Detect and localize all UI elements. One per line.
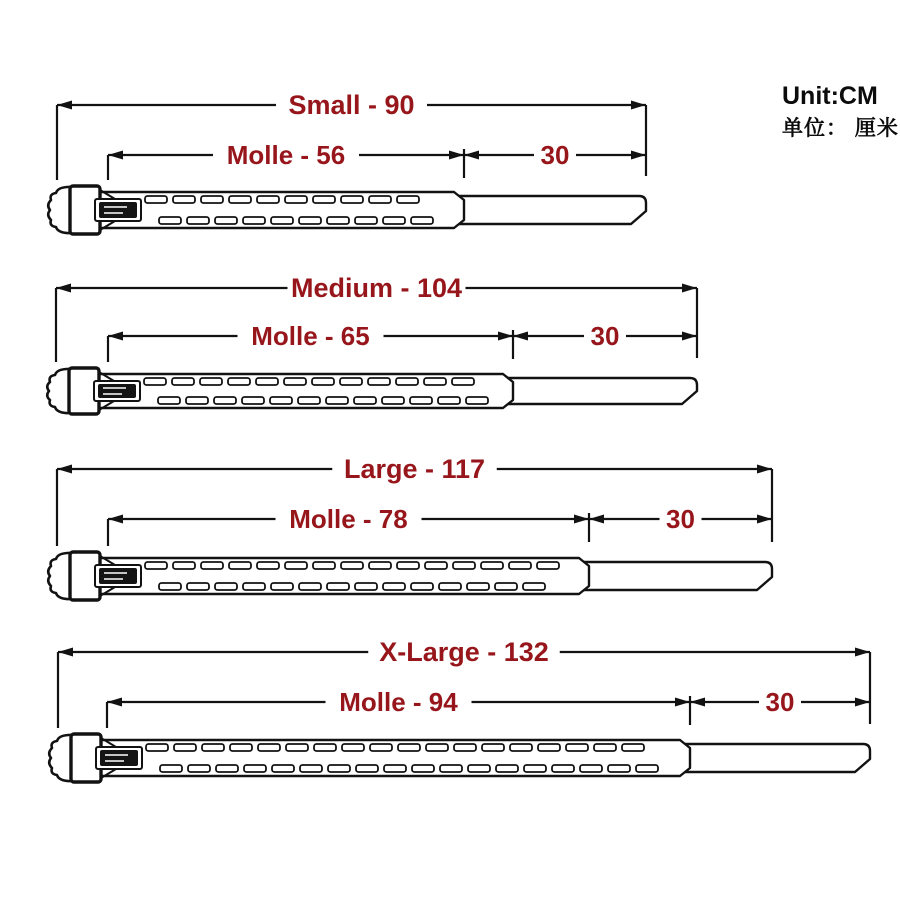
dimension-arrow bbox=[56, 284, 71, 293]
tail-dimension-label: 30 bbox=[666, 504, 695, 534]
dimension-arrow bbox=[631, 151, 646, 160]
dimension-arrow bbox=[498, 332, 513, 341]
dimension-arrow bbox=[690, 698, 705, 707]
dimension-arrow bbox=[57, 465, 72, 474]
dimension-arrow bbox=[107, 698, 122, 707]
belt-tail bbox=[442, 196, 646, 224]
dimension-arrow bbox=[682, 284, 697, 293]
size-row-large bbox=[48, 453, 772, 600]
dimension-arrow bbox=[855, 648, 870, 657]
dimension-arrow bbox=[108, 332, 123, 341]
dimension-arrow bbox=[855, 698, 870, 707]
dimension-arrow bbox=[675, 698, 690, 707]
molle-dimension-label: Molle - 78 bbox=[289, 504, 408, 534]
buckle-logo-plate bbox=[99, 202, 137, 218]
belt-molle-body bbox=[91, 192, 464, 228]
dimension-arrow bbox=[464, 151, 479, 160]
size-row-xlarge bbox=[49, 636, 870, 782]
dimension-arrow bbox=[58, 648, 73, 657]
unit-block bbox=[782, 82, 899, 141]
molle-dimension-label: Molle - 65 bbox=[251, 321, 370, 351]
unit-label-en: Unit:CM bbox=[782, 82, 878, 110]
tail-dimension-label: 30 bbox=[590, 321, 620, 351]
buckle-logo-plate bbox=[100, 750, 138, 766]
dimension-arrow bbox=[682, 332, 697, 341]
dimension-arrow bbox=[757, 515, 772, 524]
overall-dimension-label: X-Large - 132 bbox=[379, 637, 549, 667]
dimension-arrow bbox=[57, 101, 72, 110]
dimension-arrow bbox=[631, 101, 646, 110]
belt-tail bbox=[491, 378, 697, 404]
belt-molle-body bbox=[90, 374, 513, 408]
molle-dimension-label: Molle - 94 bbox=[339, 687, 458, 717]
dimension-arrow bbox=[757, 465, 772, 474]
molle-dimension-label: Molle - 56 bbox=[226, 140, 346, 170]
tail-dimension-label: 30 bbox=[540, 140, 570, 170]
overall-dimension-label: Small - 90 bbox=[288, 90, 415, 120]
dimension-arrow bbox=[513, 332, 528, 341]
buckle-logo-plate bbox=[99, 568, 137, 584]
size-row-medium bbox=[47, 272, 697, 414]
dimension-arrow bbox=[108, 515, 123, 524]
dimension-arrow bbox=[449, 151, 464, 160]
belt-tail bbox=[567, 562, 772, 590]
dimension-arrow bbox=[108, 151, 123, 160]
dimension-arrow bbox=[589, 515, 604, 524]
belt-molle-body bbox=[91, 558, 589, 594]
size-row-small bbox=[48, 89, 646, 234]
buckle-logo-plate bbox=[98, 384, 136, 398]
dimension-arrow bbox=[574, 515, 589, 524]
tail-dimension-label: 30 bbox=[765, 687, 795, 717]
belt-tail bbox=[668, 744, 870, 772]
overall-dimension-label: Medium - 104 bbox=[290, 273, 463, 303]
overall-dimension-label: Large - 117 bbox=[343, 454, 486, 484]
unit-label-cn: 单位： 厘米 bbox=[782, 116, 899, 140]
